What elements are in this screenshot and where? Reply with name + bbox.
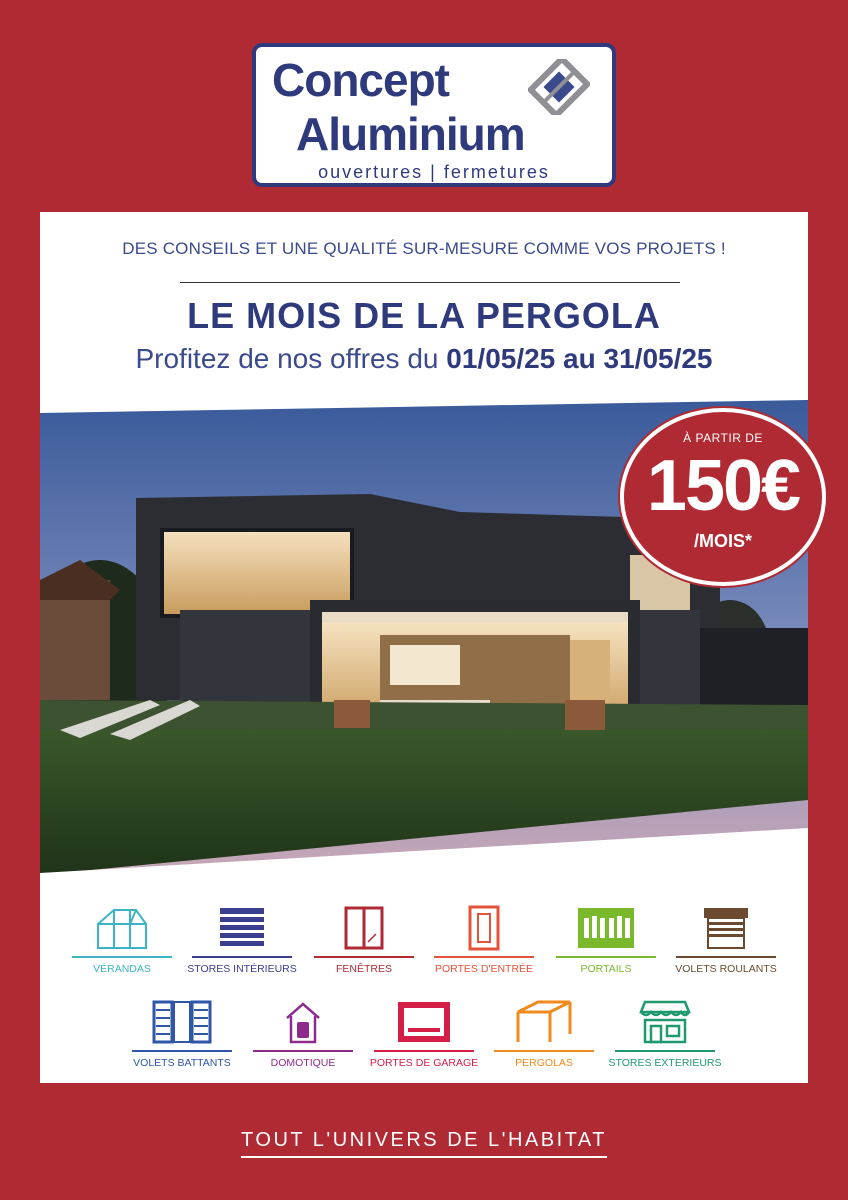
product-verandas-underline <box>72 956 172 958</box>
product-portes-garage-label: PORTES DE GARAGE <box>369 1057 479 1069</box>
window-icon <box>334 904 394 952</box>
interior-blind-icon <box>212 904 272 952</box>
product-portes-garage-underline <box>374 1050 474 1052</box>
product-portails[interactable] <box>546 904 666 984</box>
footer-tagline: TOUT L'UNIVERS DE L'HABITAT <box>241 1130 607 1158</box>
product-portes-garage[interactable] <box>364 998 484 1078</box>
slogan-text: DES CONSEILS ET UNE QUALITÉ SUR-MESURE COMME VOS PROJETS ! <box>122 239 726 258</box>
price-period: /MOIS* <box>693 531 752 551</box>
price-value: 150€ <box>646 446 800 526</box>
product-stores-interieurs-underline <box>192 956 292 958</box>
product-portes-entree[interactable] <box>424 904 544 984</box>
product-volets-battants-label: VOLETS BATTANTS <box>133 1057 231 1069</box>
product-stores-interieurs-label: STORES INTÉRIEURS <box>187 963 297 975</box>
product-volets-roulants-underline <box>676 956 776 958</box>
offer-end-date: 31/05/25 <box>603 343 713 374</box>
logo-diamond-icon <box>528 59 590 115</box>
logo-word-concept: Concept <box>272 54 449 106</box>
product-verandas[interactable] <box>62 904 182 984</box>
product-stores-exterieurs-label: STORES EXTERIEURS <box>608 1057 722 1069</box>
veranda-icon <box>92 904 152 952</box>
product-fenetres[interactable] <box>304 904 424 984</box>
awning-icon <box>635 998 695 1046</box>
product-volets-battants-underline <box>132 1050 232 1052</box>
product-domotique[interactable] <box>243 998 363 1078</box>
logo-word-aluminium: Aluminium <box>296 108 525 160</box>
gate-icon <box>576 904 636 952</box>
product-stores-interieurs[interactable] <box>182 904 302 984</box>
page-title: LE MOIS DE LA PERGOLA <box>187 295 661 336</box>
home-automation-icon <box>273 998 333 1046</box>
product-volets-roulants-label: VOLETS ROULANTS <box>675 963 777 975</box>
product-portails-underline <box>556 956 656 958</box>
product-fenetres-underline <box>314 956 414 958</box>
product-stores-exterieurs-underline <box>615 1050 715 1052</box>
header-divider <box>180 282 680 283</box>
offer-mid: au <box>563 343 596 374</box>
price-from-label: À PARTIR DE <box>683 431 763 445</box>
concept-aluminium-logo <box>252 43 616 187</box>
product-stores-exterieurs[interactable] <box>605 998 725 1078</box>
swing-shutter-icon <box>152 998 212 1046</box>
product-portes-entree-underline <box>434 956 534 958</box>
offer-dates <box>40 345 808 373</box>
logo-tagline: ouvertures | fermetures <box>318 162 550 182</box>
product-domotique-underline <box>253 1050 353 1052</box>
offer-start-date: 01/05/25 <box>446 343 556 374</box>
product-pergolas-underline <box>494 1050 594 1052</box>
product-pergolas[interactable] <box>484 998 604 1078</box>
footer <box>0 1130 848 1158</box>
product-portes-entree-label: PORTES D'ENTRÉE <box>434 963 534 975</box>
product-portails-label: PORTAILS <box>580 963 632 975</box>
product-volets-battants[interactable] <box>122 998 242 1078</box>
product-fenetres-label: FENÊTRES <box>335 963 392 975</box>
garage-door-icon <box>394 998 454 1046</box>
price-badge <box>620 408 826 586</box>
product-volets-roulants[interactable] <box>666 904 786 984</box>
product-domotique-label: DOMOTIQUE <box>270 1057 336 1069</box>
product-categories <box>40 828 808 1083</box>
offer-prefix: Profitez de nos offres du <box>135 343 439 374</box>
entry-door-icon <box>454 904 514 952</box>
roller-shutter-icon <box>696 904 756 952</box>
header-card <box>40 212 808 417</box>
product-verandas-label: VÉRANDAS <box>93 963 151 975</box>
product-pergolas-label: PERGOLAS <box>515 1057 573 1069</box>
pergola-icon <box>514 998 574 1046</box>
